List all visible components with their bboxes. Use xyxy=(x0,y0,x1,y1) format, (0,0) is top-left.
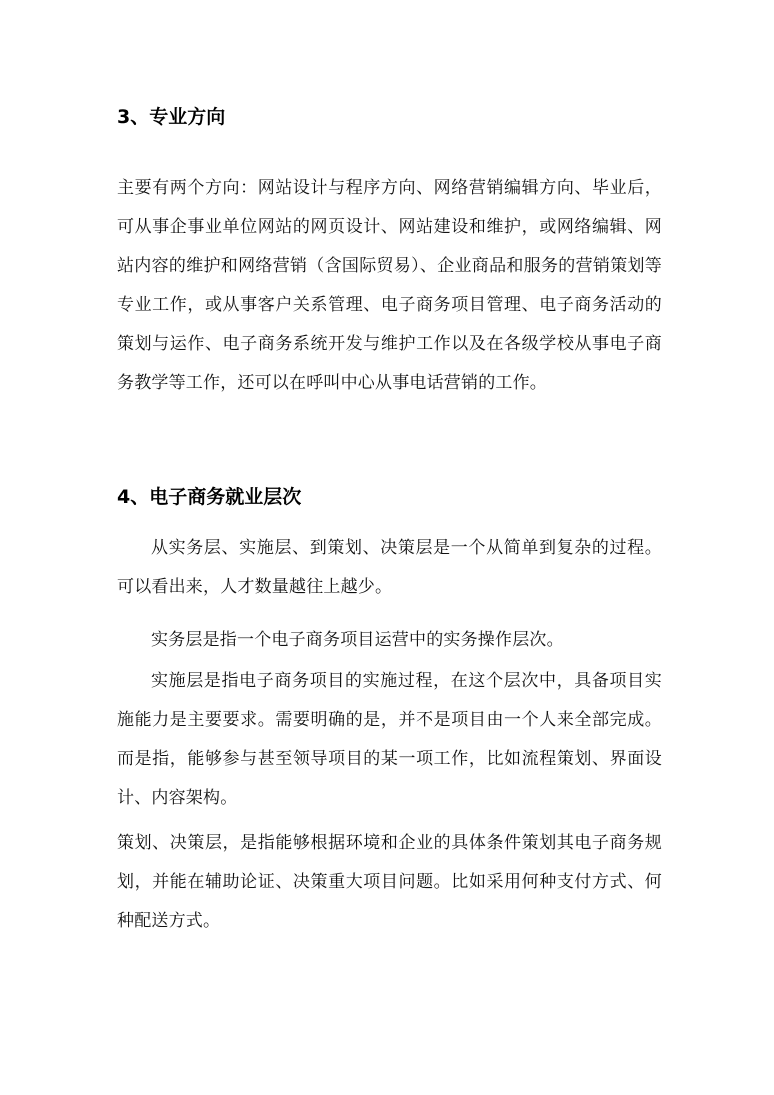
paragraph-levels-overview: 从实务层、实施层、到策划、决策层是一个从简单到复杂的过程。可以看出来，人才数量越往上越少。 xyxy=(117,538,662,597)
paragraph-implementation-level: 实施层是指电子商务项目的实施过程，在这个层次中，具备项目实施能力是主要要求。需要明确的是，并不是项目由一个人来全部完成。而是指，能够参与甚至领导项目的某一项工作，比如流程策划、界面设计、内容架构。 xyxy=(117,671,662,808)
section-heading-major-direction: 3、专业方向 xyxy=(117,106,226,128)
paragraph-major-direction: 主要有两个方向：网站设计与程序方向、网络营销编辑方向、毕业后，可从事企事业单位网站的网页设计、网站建设和维护，或网络编辑、网站内容的维护和网络营销（含国际贸易）、企业商品和服务的营销策划等专业工作，或从事客户关系管理、电子商务项目管理、电子商务活动的策划与运作、电子商务系统开发与维护工作以及在各级学校从事电子商务教学等工作，还可以在呼叫中心从事电话营销的工作。 xyxy=(117,178,662,393)
section-heading-employment-levels: 4、电子商务就业层次 xyxy=(117,486,302,508)
paragraph-decision-level: 策划、决策层，是指能够根据环境和企业的具体条件策划其电子商务规划，并能在辅助论证、决策重大项目问题。比如采用何种支付方式、何种配送方式。 xyxy=(117,833,662,931)
paragraph-practice-level: 实务层是指一个电子商务项目运营中的实务操作层次。 xyxy=(151,630,564,650)
